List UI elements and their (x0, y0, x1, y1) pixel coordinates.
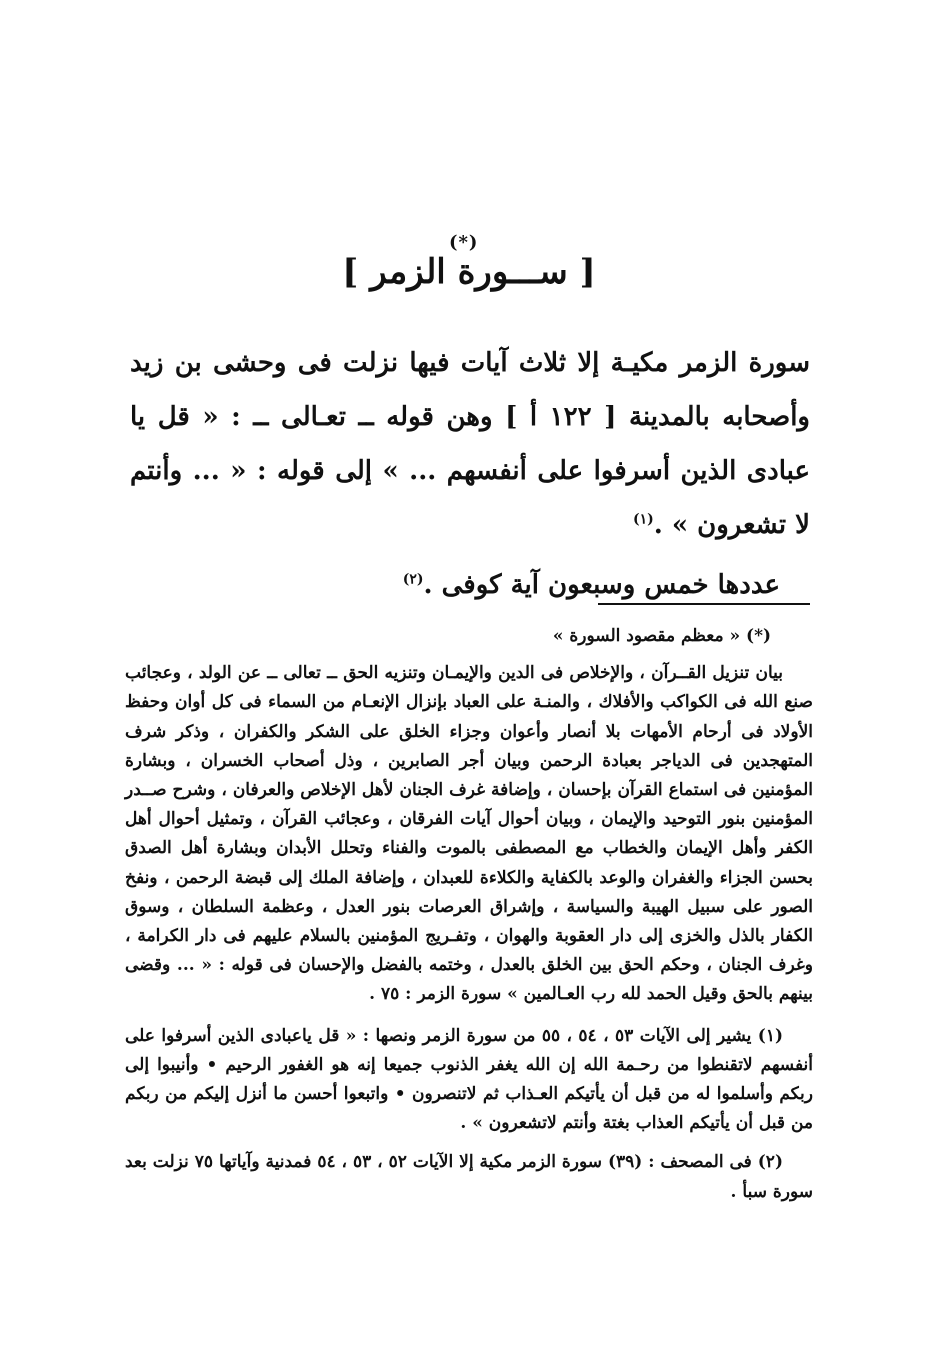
footnotes-section (125, 622, 813, 1207)
verse-count-text: عددها خمس وسبعون آية كوفى . (423, 570, 780, 600)
footnote-2: (٢) فى المصحف : (٣٩) سورة الزمر مكية إلا الآيات ٥٢ ، ٥٣ ، ٥٤ فمدنية وآياتها ٧٥ نزلت بعد سورة سبأ . (125, 1152, 813, 1202)
surah-title (330, 232, 607, 292)
title-footnote-mark: (*) (448, 232, 479, 253)
count-footnote-ref: (٢) (402, 571, 424, 588)
purpose-body: بيان تنزيل القــرآن ، والإخلاص فى الدين والإيمـان وتنزيه الحق ــ تعالى ــ عن الولد ، وعجائب صنع الله فى الكواكب والأفلاك ، والمنـة على العباد بإنزال الإنعـام من السماء فى كل أوان وحفظ الأولاد فى أرحام الأمهات بلا أنصار وأعوان وجزاء الخلق على الشكر والكفران ، وذكر شرف المتهجدين فى الدياجر بعبادة الرحمن وبيان أجر الصابرين ، وذل أصحاب الخسران ، وبشارة المؤمنين فى استماع القرآن بإحسان ، وإضافة غرف الجنان لأهل الإخلاص والعرفان ، وشرح صــدر المؤمنين بنور التوحيد والإيمان ، وبيان أحوال آيات الفرقان ، وعجائب القرآن ، وتمثيل أحوال أهل الكفر وأهل الإيمان والخطاب مع المصطفى بالموت والفناء وتحلل الأبدان وبشارة أهل الصدق بحسن الجزاء والغفران والوعد بالكفاية والكلاءة للعبدان ، وإضافة الملك إلى قبضة الرحمن ، ونفخ الصور على سبيل الهيبة والسياسة ، وإشراق العرصات بنور العدل ، وعظمة السلطان ، وسوق الكفار بالذل والخزى إلى دار العقوبة والهوان ، وتفـريج المؤمنين بالسلام عليهم فى دار الكرامة ، وغرف الجنان ، وحكم الحق بين الخلق بالعدل ، وختمه بالفضل والإحسان فى قوله : « ... وقضى بينهم بالحق وقيل الحمد لله رب العـالمين » سورة الزمر : ٧٥ . (125, 663, 814, 1005)
intro-paragraph-text: سورة الزمر مكيـة إلا ثلاث آيات فيها نزلت فى وحشى بن زيد وأصحابه بالمدينة [ ١٢٢ أ ] وهن قوله ــ تعـالى ــ : « قل يا عبادى الذين أسرفوا على أنفسهم ... » إلى قوله : « ... وأنتم لا تشعرون » . (130, 348, 810, 540)
intro-paragraph (130, 336, 810, 552)
purpose-heading: (*) « معظم مقصود السورة » (552, 626, 771, 646)
intro-footnote-ref: (١) (632, 511, 654, 528)
intro-section (130, 336, 810, 612)
surah-title-text: [ ســـورة الزمر ] (342, 252, 596, 292)
footnote-divider (598, 603, 810, 605)
footnote-1: (١) يشير إلى الآيات ٥٣ ، ٥٤ ، ٥٥ من سورة الزمر ونصها : « قل ياعبادى الذين أسرفوا على أنفسهم لاتقنطوا من رحـمة الله إن الله يغفر الذنوب جميعا إنه هو الغفور الرحيم • وأنيبوا إلى ربكم وأسلموا له من قبل أن يأتيكم العـذاب ثم لاتنصرون • واتبعوا أحسن ما أنزل إليكم من ربكم من قبل أن يأتيكم العذاب بغتة وأنتم لاتشعرون » . (125, 1025, 813, 1134)
title-block (0, 232, 938, 292)
